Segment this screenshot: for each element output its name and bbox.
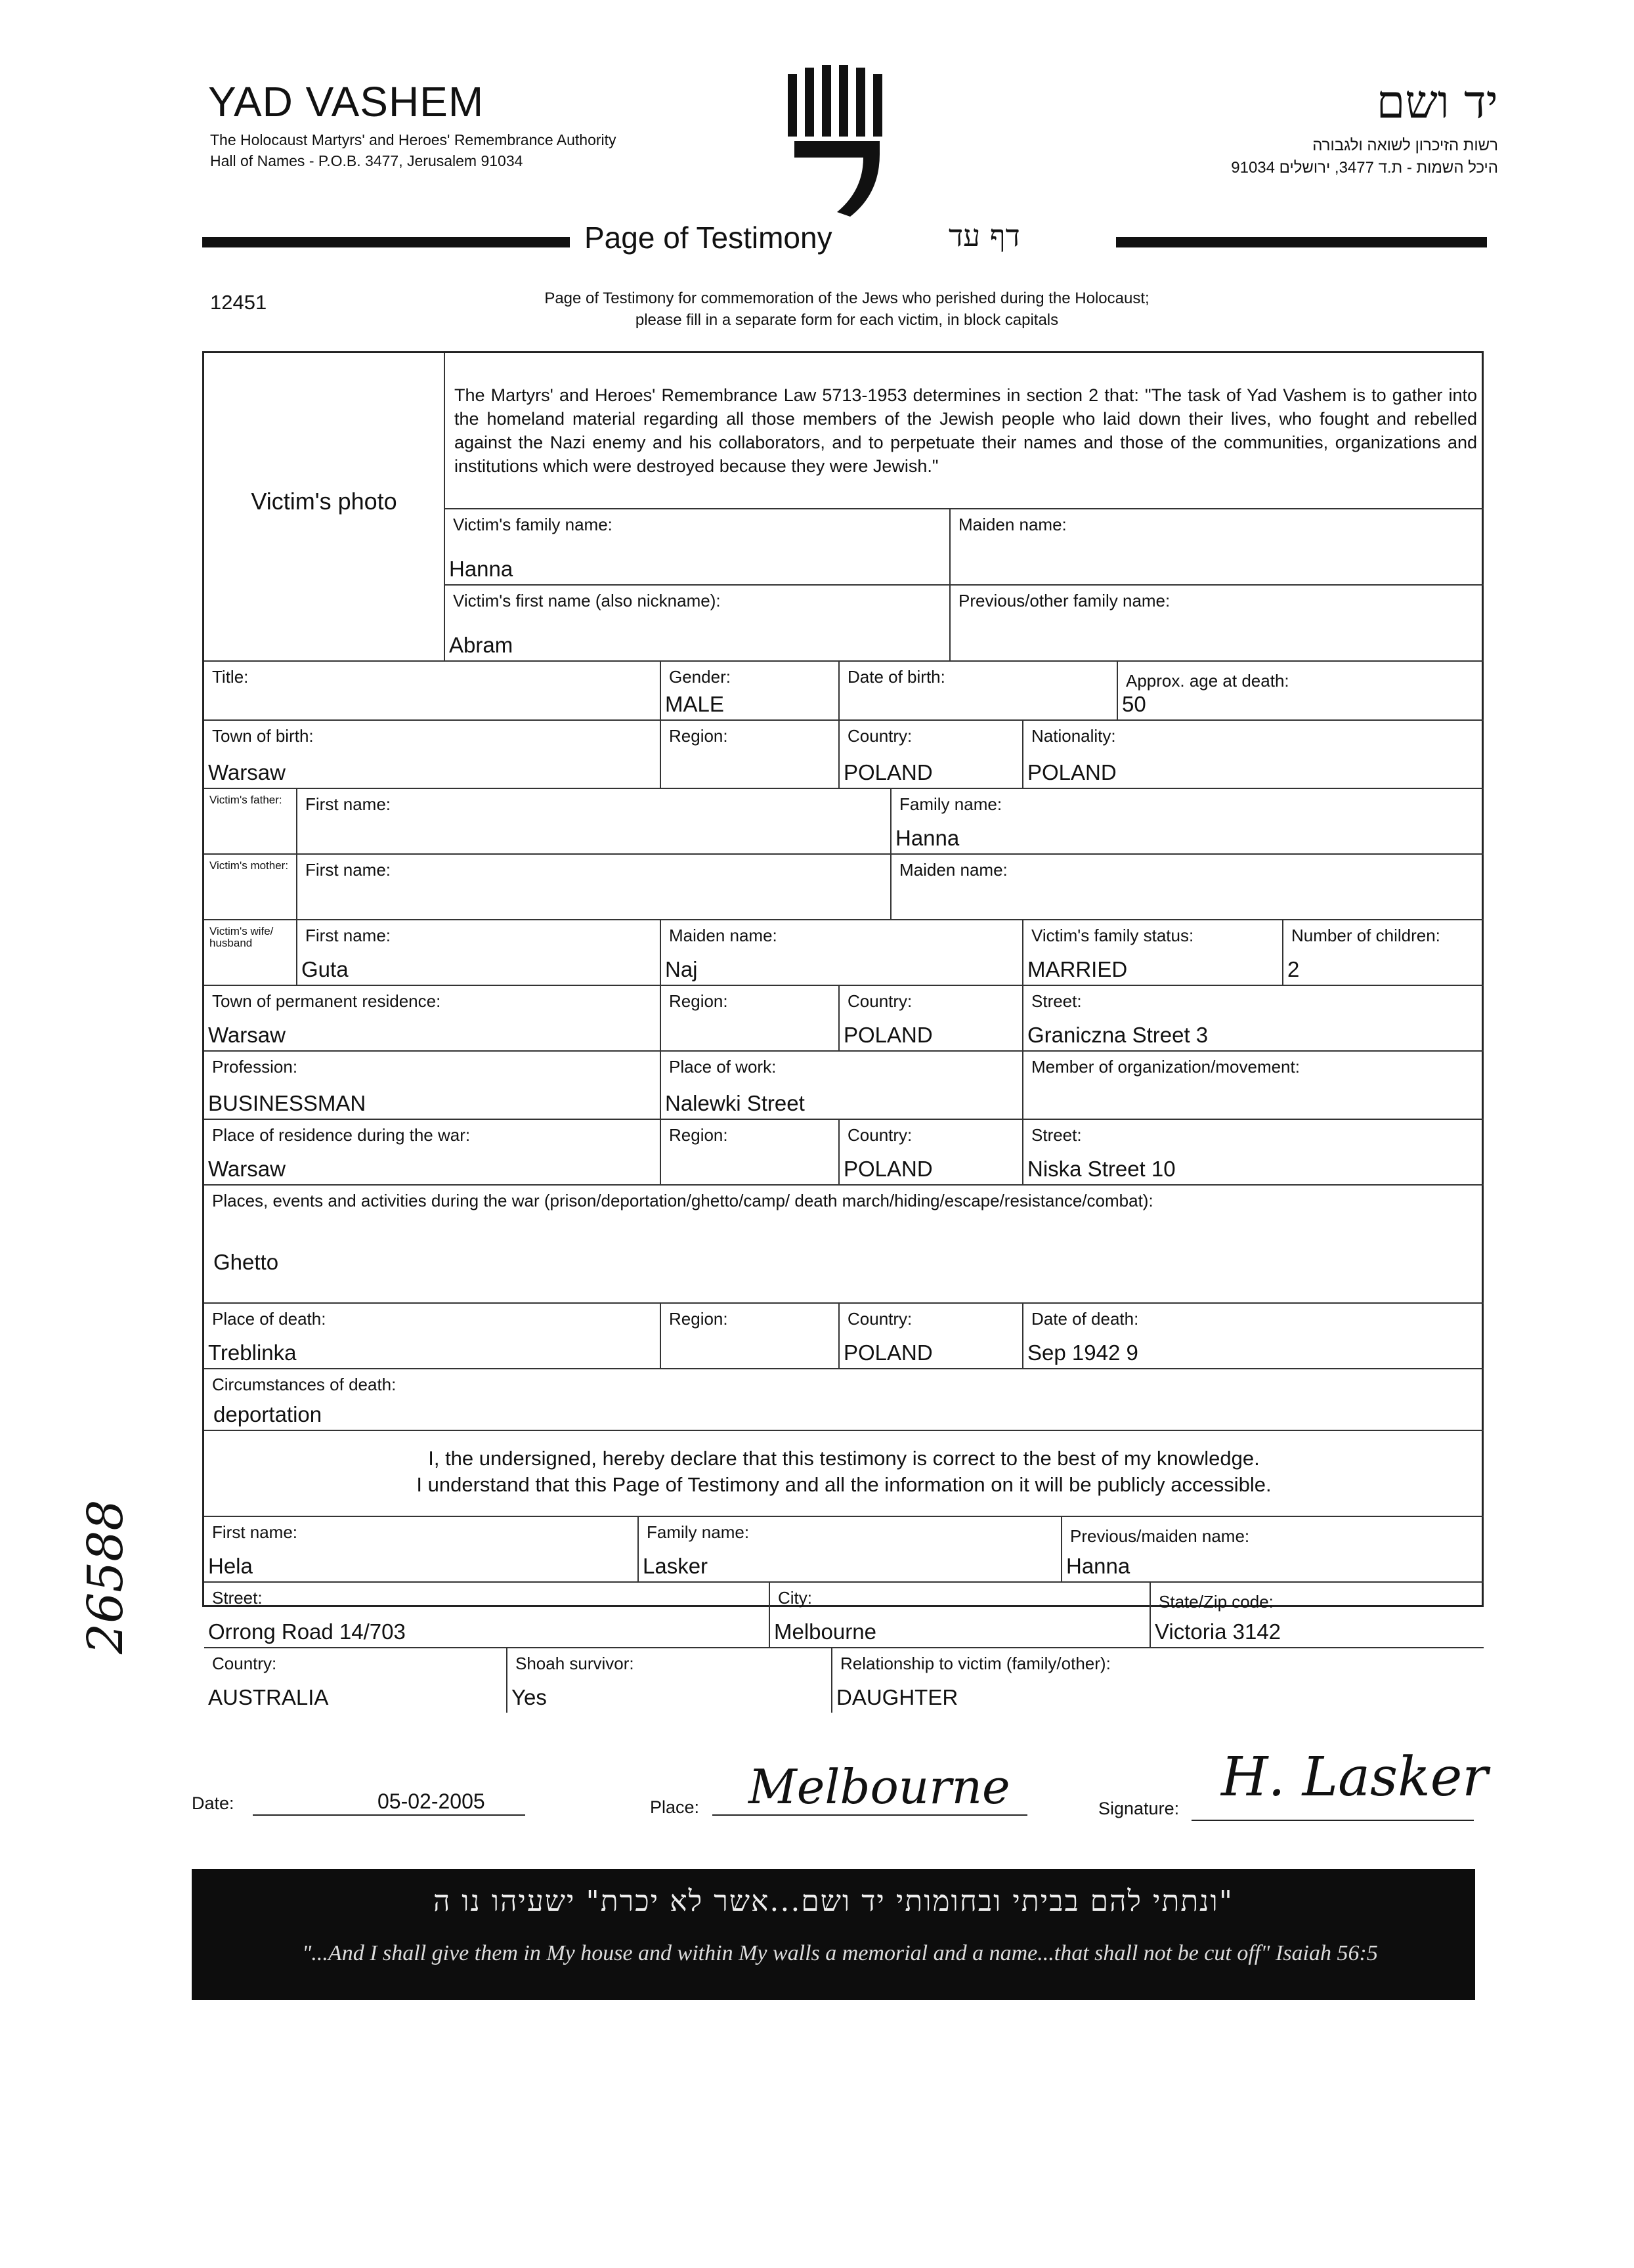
victim-family-name-field[interactable]: Victim's family name: Hanna — [444, 508, 949, 584]
hebrew-org-name: יד ושם — [1376, 75, 1498, 129]
war-country-field[interactable]: Country: POLAND — [838, 1119, 1022, 1184]
place-label: Place: — [650, 1797, 700, 1817]
form-title: Page of Testimony — [584, 221, 832, 255]
date-of-birth-field[interactable]: Date of birth: — [838, 660, 1117, 719]
mother-maiden-name-field[interactable]: Maiden name: — [890, 853, 1484, 919]
war-residence-field[interactable]: Place of residence during the war: Warsaw — [204, 1119, 660, 1184]
war-region-field[interactable]: Region: — [660, 1119, 838, 1184]
circumstances-field[interactable]: Circumstances of death: deportation — [204, 1368, 1484, 1430]
margin-handwritten-number: 26588 — [77, 1499, 134, 1654]
org-subtitle: The Holocaust Martyrs' and Heroes' Remembrance Authority — [210, 131, 616, 148]
signature-label: Signature: — [1098, 1799, 1180, 1818]
hebrew-address: היכל השמות - ת.ד 3477, ירושלים 91034 — [1231, 159, 1498, 177]
signature-value[interactable]: H. Lasker — [1221, 1746, 1488, 1808]
yad-vashem-logo — [781, 62, 893, 226]
organization-field[interactable]: Member of organization/movement: — [1022, 1050, 1484, 1119]
submitter-street-field[interactable]: Street: Orrong Road 14/703 — [204, 1581, 769, 1647]
submitter-family-name-field[interactable]: Family name: Lasker — [637, 1516, 1061, 1581]
submitter-state-zip-field[interactable]: State/Zip code: Victoria 3142 — [1150, 1581, 1484, 1647]
date-label: Date: — [192, 1793, 234, 1813]
org-name: YAD VASHEM — [208, 78, 484, 125]
victim-family-name-value: Hanna — [449, 557, 513, 581]
memorial-banner — [192, 1869, 1475, 2000]
place-of-work-field[interactable]: Place of work: Nalewki Street — [660, 1050, 1022, 1119]
declaration-text: I, the undersigned, hereby declare that this testimony is correct to the best of my knowledge. I understand that this Page of Testimony and all the information on it will be publicly accessible. — [416, 1447, 1272, 1496]
family-status-field[interactable]: Victim's family status: MARRIED — [1022, 919, 1282, 985]
title-rule-left — [202, 237, 570, 247]
law-text: The Martyrs' and Heroes' Remembrance Law 5713-1953 determines in section 2 that: "The task of Yad Vashem is to gather into the homeland material regarding all those members of the Jewish people who laid down their lives, who fought and rebelled against the Nazi enemy and his collaborators, and to perpetuate their names and those of the communities, organizations and institutions which were destroyed because they were Jewish." — [454, 385, 1477, 476]
signature-line — [1192, 1820, 1474, 1821]
father-first-name-field[interactable]: First name: — [296, 788, 890, 853]
spouse-first-name-field[interactable]: First name: Guta — [296, 919, 660, 985]
date-value[interactable]: 05-02-2005 — [377, 1789, 485, 1813]
law-text-box — [444, 353, 1484, 508]
form-number: 12451 — [210, 291, 267, 314]
place-value[interactable]: Melbourne — [748, 1759, 1010, 1814]
submitter-city-field[interactable]: City: Melbourne — [769, 1581, 1150, 1647]
shoah-survivor-field[interactable]: Shoah survivor: Yes — [506, 1647, 831, 1713]
title-field[interactable]: Title: — [204, 660, 660, 719]
residence-region-field[interactable]: Region: — [660, 985, 838, 1050]
residence-town-field[interactable]: Town of permanent residence: Warsaw — [204, 985, 660, 1050]
submitter-maiden-name-field[interactable]: Previous/maiden name: Hanna — [1061, 1516, 1484, 1581]
number-of-children-field[interactable]: Number of children: 2 — [1282, 919, 1484, 985]
spouse-tag: Victim's wife/ husband — [204, 919, 296, 985]
maiden-name-field[interactable]: Maiden name: — [949, 508, 1484, 584]
title-rule-right — [1116, 237, 1487, 247]
birth-region-field[interactable]: Region: — [660, 719, 838, 788]
photo-label: Victim's photo — [251, 488, 397, 515]
birth-country-field[interactable]: Country: POLAND — [838, 719, 1022, 788]
nationality-field[interactable]: Nationality: POLAND — [1022, 719, 1484, 788]
declaration-box — [204, 1430, 1484, 1516]
spouse-maiden-name-field[interactable]: Maiden name: Naj — [660, 919, 1022, 985]
father-family-name-field[interactable]: Family name: Hanna — [890, 788, 1484, 853]
mother-tag: Victim's mother: — [204, 853, 296, 919]
father-tag: Victim's father: — [204, 788, 296, 853]
form-title-hebrew: דף עד — [949, 218, 1020, 253]
banner-english-verse: "...And I shall give them in My house and within My walls a memorial and a name...that shall not be cut off" Isaiah 56:5 — [302, 1941, 1378, 1965]
place-line — [712, 1814, 1027, 1816]
town-of-birth-field[interactable]: Town of birth: Warsaw — [204, 719, 660, 788]
victim-first-name-value: Abram — [449, 633, 513, 657]
residence-country-field[interactable]: Country: POLAND — [838, 985, 1022, 1050]
testimony-form — [202, 351, 1484, 1709]
war-street-field[interactable]: Street: Niska Street 10 — [1022, 1119, 1484, 1184]
place-of-death-field[interactable]: Place of death: Treblinka — [204, 1302, 660, 1368]
victim-first-name-field[interactable]: Victim's first name (also nickname): Abram — [444, 584, 949, 660]
death-region-field[interactable]: Region: — [660, 1302, 838, 1368]
residence-street-field[interactable]: Street: Graniczna Street 3 — [1022, 985, 1484, 1050]
intro-text: Page of Testimony for commemoration of the Jews who perished during the Holocaust; please fill in a separate form for each victim, in block capitals — [544, 289, 1150, 329]
war-events-field[interactable]: Places, events and activities during the war (prison/deportation/ghetto/camp/ death march/hiding/escape/resistance/combat): Ghetto — [204, 1184, 1484, 1302]
date-of-death-field[interactable]: Date of death: Sep 1942 9 — [1022, 1302, 1484, 1368]
death-country-field[interactable]: Country: POLAND — [838, 1302, 1022, 1368]
org-address: Hall of Names - P.O.B. 3477, Jerusalem 91034 — [210, 152, 523, 169]
age-at-death-field[interactable]: Approx. age at death: 50 — [1117, 660, 1484, 719]
date-line — [253, 1814, 525, 1816]
mother-first-name-field[interactable]: First name: — [296, 853, 890, 919]
submitter-first-name-field[interactable]: First name: Hela — [204, 1516, 637, 1581]
banner-hebrew-verse: "ונתתי להם בביתי ובחומותי יד ושם...אשר לא יכרת" ישעיהו נו ה — [433, 1885, 1234, 1918]
gender-field[interactable]: Gender: MALE — [660, 660, 838, 719]
submitter-country-field[interactable]: Country: AUSTRALIA — [204, 1647, 506, 1713]
relationship-field[interactable]: Relationship to victim (family/other): DAUGHTER — [831, 1647, 1484, 1713]
victim-photo-box[interactable] — [204, 353, 444, 660]
profession-field[interactable]: Profession: BUSINESSMAN — [204, 1050, 660, 1119]
hebrew-subtitle: רשות הזיכרון לשואה ולגבורה — [1312, 137, 1498, 154]
previous-family-name-field[interactable]: Previous/other family name: — [949, 584, 1484, 660]
